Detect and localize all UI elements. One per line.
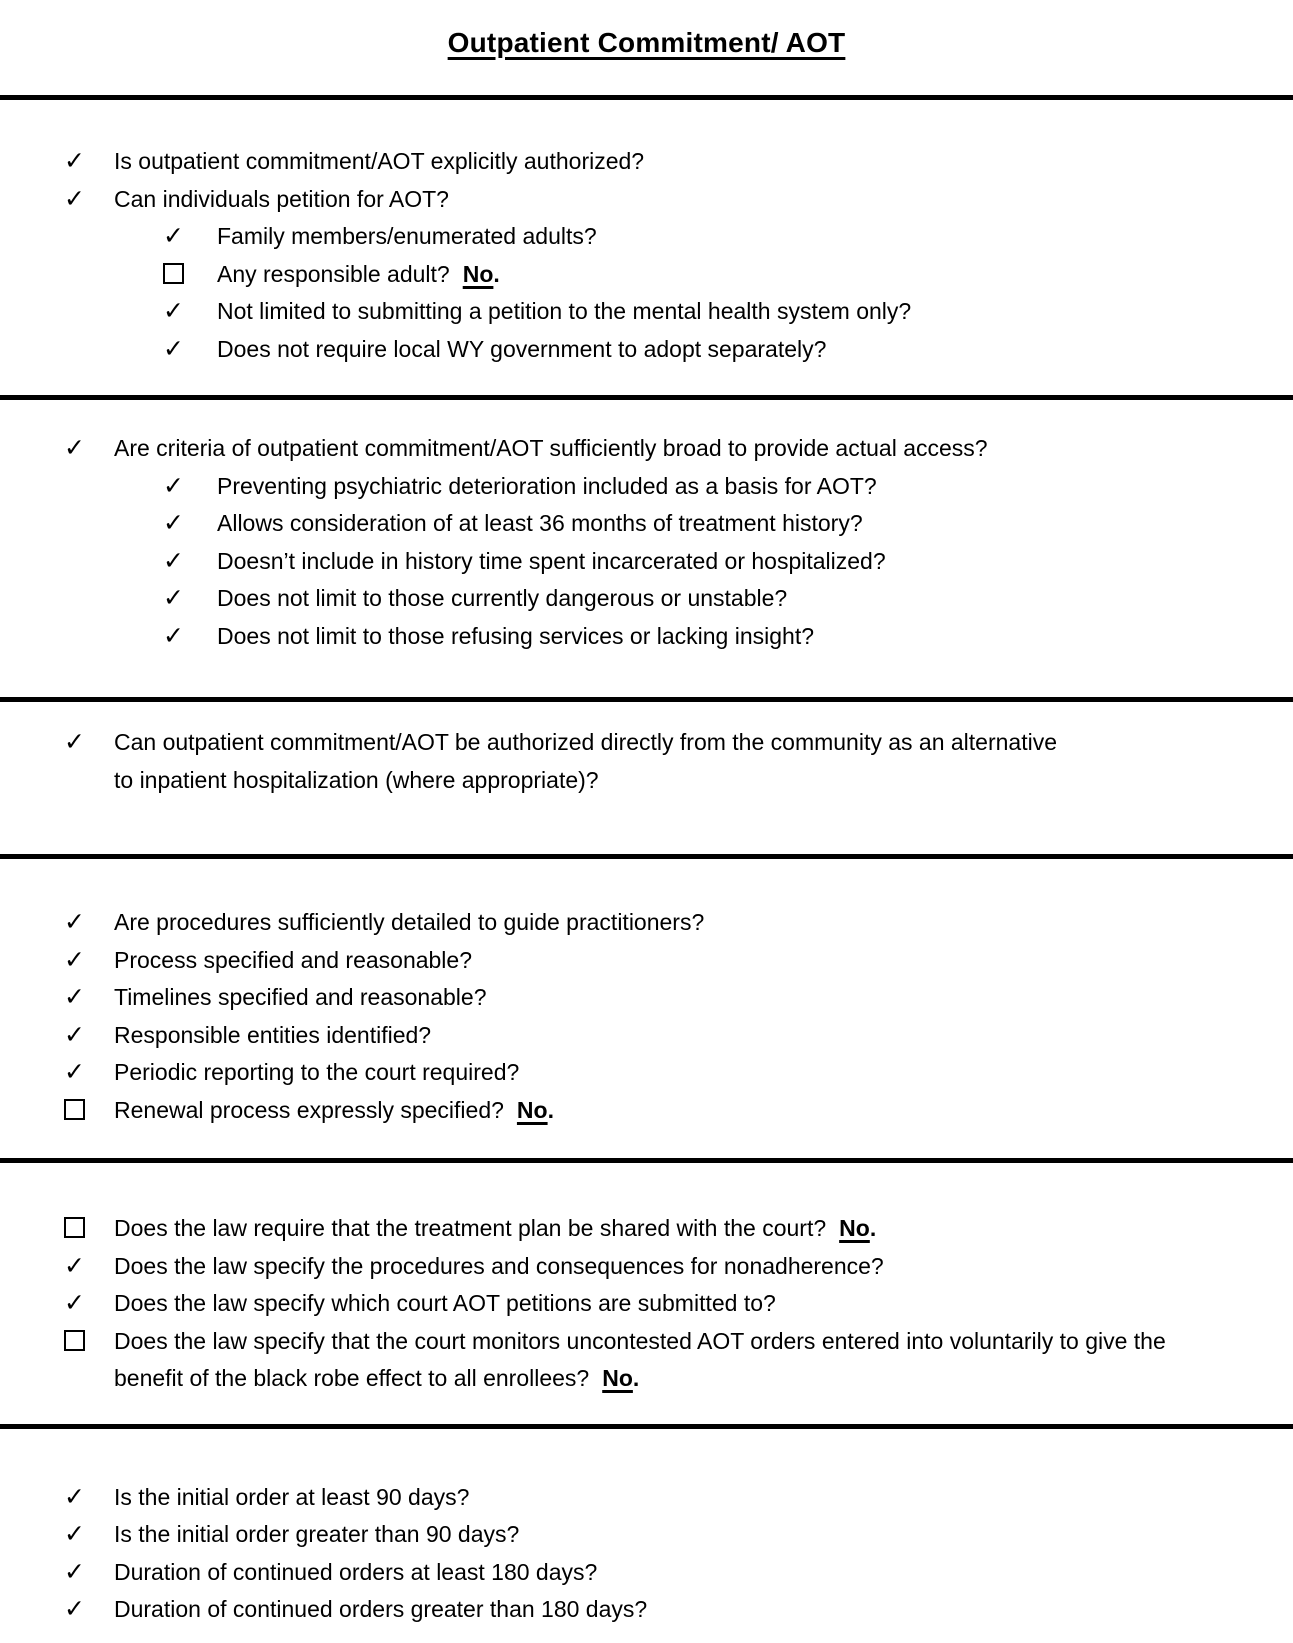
checklist-item: [0, 942, 1293, 980]
checklist-item: [0, 1210, 1293, 1248]
item-question: Duration of continued orders greater than 180 days?: [114, 1596, 648, 1622]
item-text: [114, 1054, 519, 1092]
checkbox-icon: [163, 256, 217, 294]
item-text: [114, 1479, 469, 1517]
no-answer: No.: [462, 260, 500, 287]
item-question: Allows consideration of at least 36 months of treatment history?: [217, 510, 863, 536]
checklist-item: [0, 1092, 1293, 1130]
item-text: [217, 218, 597, 256]
checklist-item: [0, 256, 1293, 294]
checklist-section: [0, 859, 1293, 1158]
checkmark-icon: ✓: [64, 1251, 85, 1280]
checkmark-icon: ✓: [64, 1520, 85, 1548]
item-question: Does not limit to those refusing services or lacking insight?: [217, 622, 815, 649]
item-question: Does not require local WY government to adopt separately?: [217, 335, 827, 362]
checklist-item: [0, 143, 1293, 181]
item-question: Duration of continued orders at least 180 days?: [114, 1558, 598, 1585]
checklist-section: [0, 400, 1293, 697]
checkbox-icon: [64, 1210, 114, 1248]
checklist-item: [0, 181, 1293, 219]
checkmark-icon: ✓: [64, 1020, 85, 1049]
checklist-item: [0, 724, 1293, 799]
checkmark-icon: ✓: [64, 945, 85, 974]
item-question: Can outpatient commitment/AOT be authorized directly from the community as an alternative to inpatient hospitalization (where appropriate)?: [114, 729, 1058, 793]
item-text: [114, 979, 486, 1017]
item-question: Any responsible adult?: [217, 260, 450, 287]
item-text: [217, 293, 911, 331]
item-text: [114, 1248, 884, 1286]
item-text: [114, 1210, 876, 1248]
item-text: [217, 468, 877, 506]
checklist-item: [0, 1516, 1293, 1554]
item-text: [114, 1092, 554, 1130]
no-answer-word: No: [516, 1096, 548, 1123]
item-text: [217, 331, 826, 369]
checklist-item: [0, 218, 1293, 256]
item-question: Is outpatient commitment/AOT explicitly authorized?: [114, 148, 645, 174]
page-title: Outpatient Commitment/ AOT: [447, 27, 846, 58]
checkmark-icon: ✓: [163, 546, 184, 575]
checklist-item: [0, 505, 1293, 543]
item-question: Doesn’t include in history time spent incarcerated or hospitalized?: [217, 547, 886, 574]
checklist-item: [0, 1017, 1293, 1055]
item-text: [114, 1017, 431, 1055]
checklist: [0, 95, 1293, 1629]
item-text: [114, 942, 472, 980]
checklist-item: [0, 1479, 1293, 1517]
checkmark-icon: ✓: [163, 334, 184, 363]
checklist-item: [0, 543, 1293, 581]
checkbox-icon: [64, 1092, 114, 1130]
document-header: [0, 0, 1293, 61]
checkmark-icon: ✓: [64, 728, 85, 756]
checklist-section: [0, 702, 1293, 854]
item-question: Are procedures sufficiently detailed to guide practitioners?: [114, 909, 705, 935]
item-text: [114, 143, 644, 181]
item-text: [114, 904, 704, 942]
checklist-item: [0, 293, 1293, 331]
item-question: Family members/enumerated adults?: [217, 223, 597, 249]
item-question: Preventing psychiatric deterioration included as a basis for AOT?: [217, 472, 877, 499]
checklist-item: [0, 468, 1293, 506]
checkmark-icon: ✓: [64, 983, 85, 1011]
checkmark-icon: ✓: [163, 509, 184, 537]
checklist-item: [0, 580, 1293, 618]
checkmark-icon: ✓: [64, 147, 85, 175]
item-question: Timelines specified and reasonable?: [114, 984, 487, 1010]
checklist-item: [0, 618, 1293, 656]
checkmark-icon: ✓: [64, 1289, 85, 1317]
checklist-section: [0, 1429, 1293, 1629]
item-text: [114, 1591, 647, 1629]
checkmark-icon: ✓: [64, 1058, 85, 1086]
no-answer-word: No: [602, 1365, 633, 1391]
item-question: Are criteria of outpatient commitment/AOT sufficiently broad to provide actual access?: [114, 435, 988, 461]
no-answer: No.: [602, 1365, 640, 1391]
item-question: Is the initial order at least 90 days?: [114, 1483, 470, 1510]
checkmark-icon: ✓: [64, 1557, 85, 1586]
item-text: [114, 1285, 776, 1323]
checkbox-square: [64, 1217, 85, 1238]
checklist-item: [0, 430, 1293, 468]
checklist-item: [0, 1285, 1293, 1323]
item-text: [114, 181, 449, 219]
checkmark-icon: ✓: [64, 1595, 85, 1623]
no-answer: No.: [516, 1096, 554, 1123]
item-question: Does the law require that the treatment plan be shared with the court?: [114, 1215, 827, 1241]
checkmark-icon: ✓: [163, 297, 184, 325]
item-text: [114, 430, 988, 468]
item-question: Can individuals petition for AOT?: [114, 185, 449, 212]
item-text: [217, 618, 814, 656]
item-question: Process specified and reasonable?: [114, 946, 473, 973]
checkmark-icon: ✓: [64, 908, 85, 936]
item-text: [114, 724, 1064, 799]
checkmark-icon: ✓: [64, 434, 85, 462]
item-question: Does the law specify the procedures and consequences for nonadherence?: [114, 1252, 884, 1279]
checklist-item: [0, 904, 1293, 942]
item-text: [217, 543, 886, 581]
checkbox-icon: [64, 1323, 114, 1361]
checklist-item: [0, 1323, 1293, 1398]
checklist-item: [0, 331, 1293, 369]
item-question: Renewal process expressly specified?: [114, 1096, 504, 1123]
checkmark-icon: ✓: [163, 471, 184, 500]
checklist-section: [0, 1163, 1293, 1424]
checkbox-square: [64, 1330, 85, 1351]
checklist-item: [0, 979, 1293, 1017]
checklist-item: [0, 1591, 1293, 1629]
checklist-section: [0, 100, 1293, 395]
item-question: Does the law specify which court AOT petitions are submitted to?: [114, 1290, 776, 1316]
checkbox-square: [163, 263, 184, 284]
item-text: [114, 1323, 1194, 1398]
item-text: [217, 256, 500, 294]
item-question: Is the initial order greater than 90 days?: [114, 1521, 520, 1547]
item-question: Does the law specify that the court monitors uncontested AOT orders entered into voluntarily to give the benefit of the black robe effect to all enrollees?: [114, 1327, 1166, 1391]
item-question: Not limited to submitting a petition to the mental health system only?: [217, 298, 912, 324]
item-question: Does not limit to those currently dangerous or unstable?: [217, 585, 788, 611]
checkbox-square: [64, 1099, 85, 1120]
checklist-item: [0, 1248, 1293, 1286]
no-answer: No.: [839, 1215, 877, 1241]
no-answer-word: No: [839, 1215, 870, 1241]
item-text: [114, 1554, 597, 1592]
checkmark-icon: ✓: [64, 184, 85, 213]
checkmark-icon: ✓: [163, 584, 184, 612]
checkmark-icon: ✓: [163, 621, 184, 650]
item-text: [217, 505, 863, 543]
item-text: [217, 580, 787, 618]
checkmark-icon: ✓: [64, 1482, 85, 1511]
no-answer-word: No: [462, 260, 494, 287]
item-question: Periodic reporting to the court required?: [114, 1059, 520, 1085]
checklist-item: [0, 1554, 1293, 1592]
checklist-item: [0, 1054, 1293, 1092]
item-question: Responsible entities identified?: [114, 1021, 432, 1048]
item-text: [114, 1516, 519, 1554]
checkmark-icon: ✓: [163, 222, 184, 250]
